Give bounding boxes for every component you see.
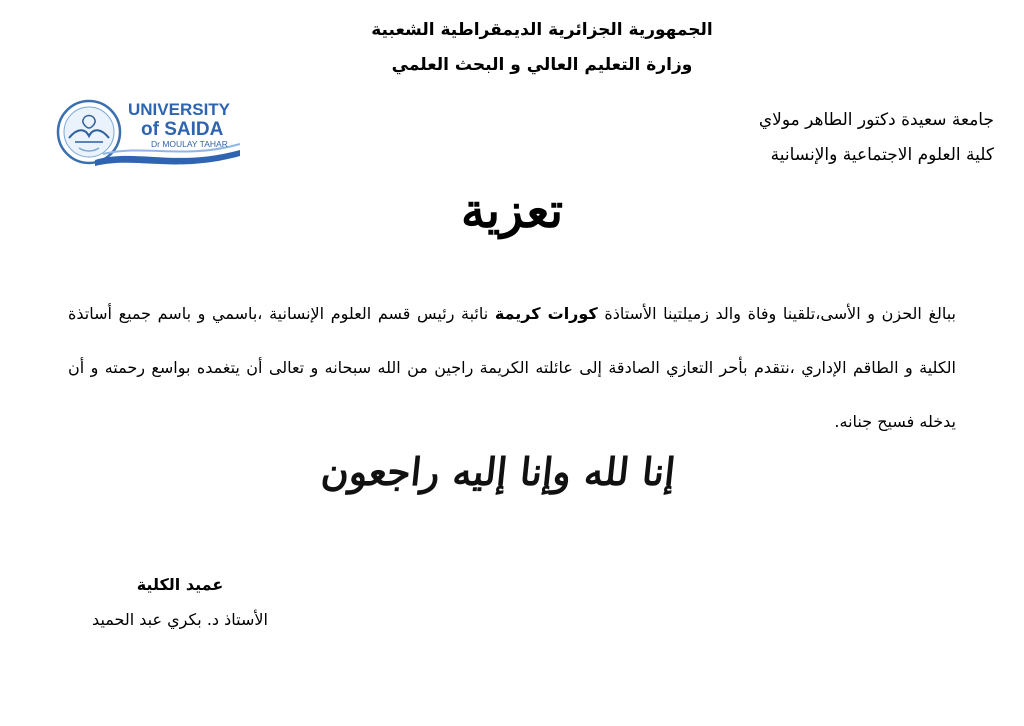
logo-line-university: UNIVERSITY: [128, 100, 231, 119]
logo-emblem-icon: [58, 101, 120, 163]
quran-verse-calligraphy: إنا لله وإنا إليه راجعون: [319, 449, 678, 494]
ministry-header: وزارة التعليم العالي و البحث العلمي: [391, 55, 693, 75]
page-title: تعزية: [460, 183, 564, 239]
republic-header: الجمهورية الجزائرية الديمقراطية الشعبية: [371, 20, 713, 40]
body-line-3: يدخله فسيح جنانه.: [834, 412, 956, 431]
deceased-relative-name: كورات كريمة: [494, 304, 598, 323]
signatory-title: عميد الكلية: [136, 575, 224, 594]
body-line-1: [68, 303, 956, 325]
body-line-1-end: نائبة رئيس قسم العلوم الإنسانية ،باسمي و باسم جميع أساتذة: [68, 304, 495, 323]
logo-line-saida: of SAIDA: [141, 119, 224, 140]
signatory-name: الأستاذ د. بكري عبد الحميد: [92, 610, 268, 629]
body-line-2: الكلية و الطاقم الإداري ،نتقدم بأحر التعازي الصادقة إلى عائلته الكريمة راجين من الله سبحانه و تعالى أن يتغمده بواسع رحمته و أن: [68, 358, 956, 377]
body-line-1-start: ببالغ الحزن و الأسى،تلقينا وفاة والد زميلتينا الأستاذة: [597, 304, 956, 323]
faculty-name: كلية العلوم الاجتماعية والإنسانية: [770, 145, 994, 165]
logo-line-tahar: Dr MOULAY TAHAR: [151, 139, 228, 149]
university-name: جامعة سعيدة دكتور الطاهر مولاي: [758, 110, 994, 130]
university-logo: [55, 98, 245, 170]
